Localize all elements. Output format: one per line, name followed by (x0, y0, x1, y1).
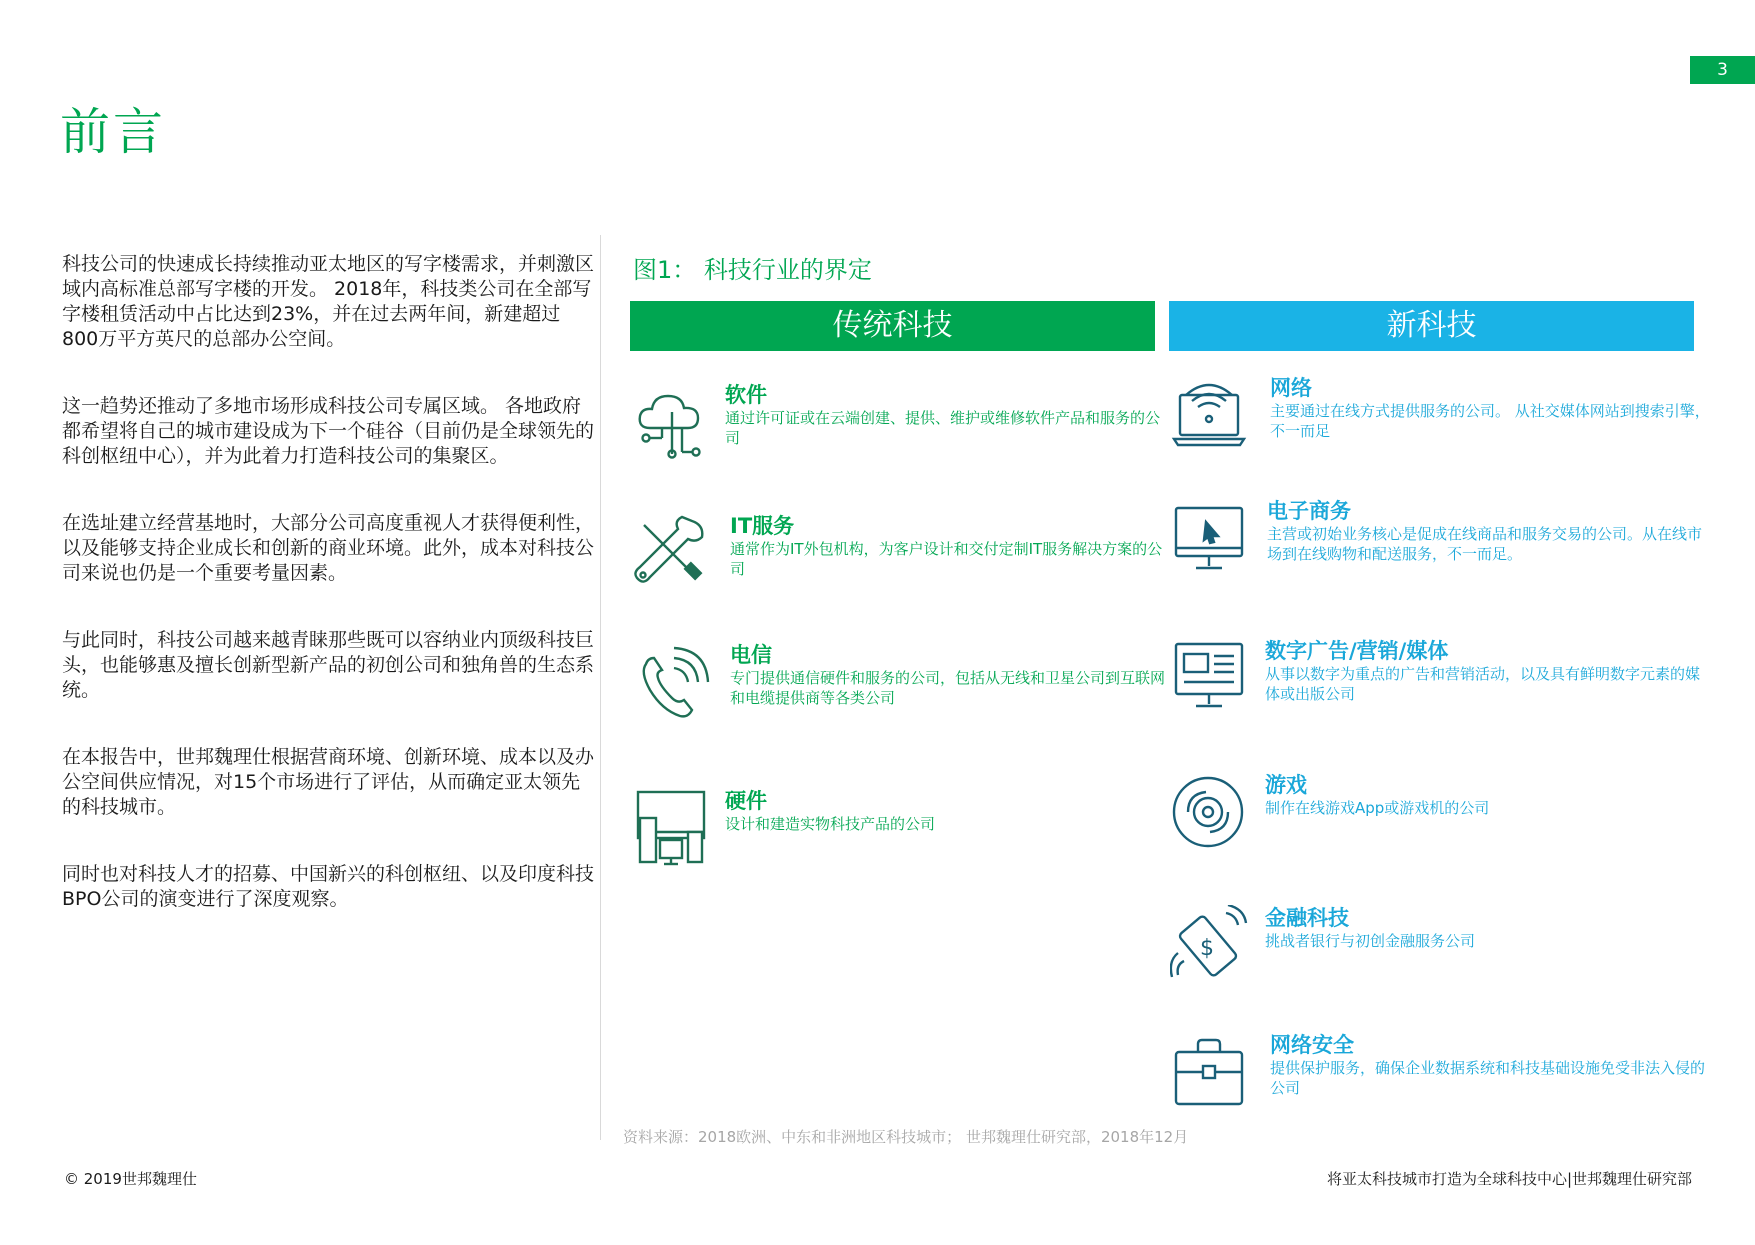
svg-text:$: $ (1200, 936, 1214, 961)
disc-icon (1170, 772, 1250, 852)
category-desc: 专门提供通信硬件和服务的公司，包括从无线和卫星公司到互联网和电缆提供商等各类公司 (730, 669, 1166, 707)
tools-icon (632, 513, 712, 593)
intro-paragraph: 同时也对科技人才的招募、中国新兴的科创枢纽、以及印度科技BPO公司的演变进行了深度观察。 (62, 863, 595, 910)
figure-source: 资料来源：2018欧洲、中东和非洲地区科技城市； 世邦魏理仕研究部，2018年12月 (623, 1128, 1189, 1146)
cloud-network-icon (632, 382, 712, 462)
category-desc: 设计和建造实物科技产品的公司 (725, 815, 936, 833)
intro-text (62, 252, 594, 954)
category-desc: 制作在线游戏App或游戏机的公司 (1265, 799, 1490, 817)
intro-paragraph: 在选址建立经营基地时，大部分公司高度重视人才获得便利性，以及能够支持企业成长和创新的商业环境。此外，成本对科技公司来说也仍是一个重要考量因素。 (62, 512, 595, 584)
column-divider (600, 235, 601, 1140)
category-name: 硬件 (725, 789, 767, 813)
category-name: 游戏 (1265, 773, 1307, 797)
intro-paragraph: 科技公司的快速成长持续推动亚太地区的写字楼需求，并刺激区域内高标准总部写字楼的开发。 2018年，科技类公司在全部写字楼租赁活动中占比达到23%，并在过去两年间，新建超过800万平方英尺的总部办公空间。 (62, 253, 595, 350)
new-tech-header: 新科技 (1169, 301, 1694, 351)
category-desc: 挑战者银行与初创金融服务公司 (1265, 932, 1476, 950)
category-name: 软件 (725, 383, 767, 407)
category-name: 数字广告/营销/媒体 (1265, 639, 1449, 663)
category-desc: 主要通过在线方式提供服务的公司。 从社交媒体网站到搜索引擎，不一而足 (1270, 402, 1710, 440)
category-name: 电子商务 (1267, 499, 1351, 523)
footer-copyright: © 2019世邦魏理仕 (64, 1170, 197, 1188)
wifi-laptop-icon (1170, 375, 1250, 455)
category-name: IT服务 (730, 514, 795, 538)
mobile-payment-icon (1170, 905, 1250, 985)
monitor-cursor-icon (1170, 498, 1250, 578)
category-desc: 主营或初始业务核心是促成在线商品和服务交易的公司。从在线市场到在线购物和配送服务，不一而足。 (1267, 525, 1703, 563)
category-name: 金融科技 (1265, 906, 1349, 930)
category-name: 网络 (1270, 376, 1312, 400)
category-desc: 提供保护服务，确保企业数据系统和科技基础设施免受非法入侵的公司 (1270, 1059, 1706, 1097)
category-name: 网络安全 (1270, 1033, 1354, 1057)
footer-report-title: 将亚太科技城市打造为全球科技中心|世邦魏理仕研究部 (1326, 1170, 1692, 1188)
page-title: 前言 (60, 103, 166, 161)
devices-icon (632, 788, 712, 868)
intro-paragraph: 这一趋势还推动了多地市场形成科技公司专属区域。 各地政府都希望将自己的城市建设成为下一个硅谷（目前仍是全球领先的科创枢纽中心），并为此着力打造科技公司的集聚区。 (62, 395, 595, 467)
category-desc: 从事以数字为重点的广告和营销活动，以及具有鲜明数字元素的媒体或出版公司 (1265, 665, 1701, 703)
briefcase-icon (1170, 1032, 1250, 1112)
intro-paragraph: 在本报告中，世邦魏理仕根据营商环境、创新环境、成本以及办公空间供应情况，对15个市场进行了评估，从而确定亚太领先的科技城市。 (62, 746, 595, 818)
category-desc: 通过许可证或在云端创建、提供、维护或维修软件产品和服务的公司 (725, 409, 1161, 447)
figure-title: 图1： 科技行业的界定 (633, 256, 872, 284)
monitor-media-icon (1170, 638, 1250, 718)
category-name: 电信 (730, 643, 772, 667)
category-desc: 通常作为IT外包机构，为客户设计和交付定制IT服务解决方案的公司 (730, 540, 1163, 578)
page-number: 3 (1690, 56, 1755, 84)
phone-icon (632, 642, 712, 722)
intro-paragraph: 与此同时，科技公司越来越青睐那些既可以容纳业内顶级科技巨头，也能够惠及擅长创新型新产品的初创公司和独角兽的生态系统。 (62, 629, 595, 701)
traditional-tech-header: 传统科技 (630, 301, 1155, 351)
